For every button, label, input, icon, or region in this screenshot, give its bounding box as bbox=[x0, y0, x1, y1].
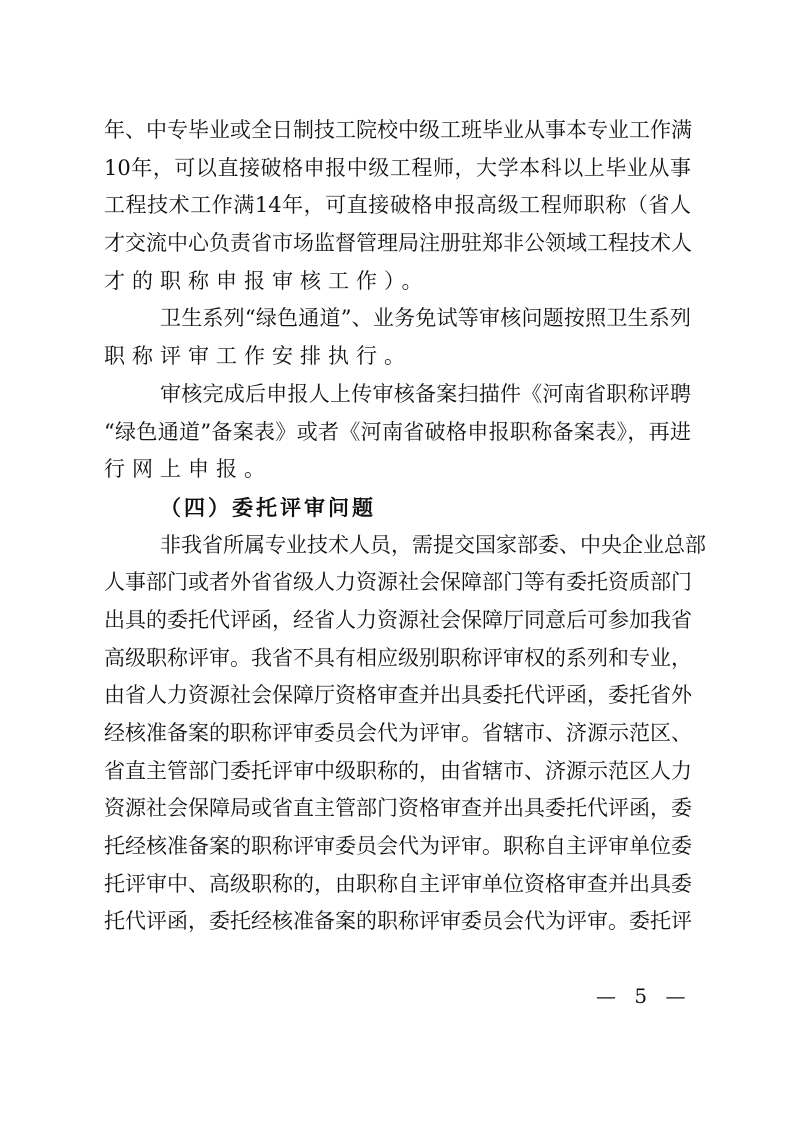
text-line: “绿色通道”备案表》或者《河南省破格申报职称备案表》，再进 bbox=[104, 419, 691, 444]
text-line: 才交流中心负责省市场监督管理局注册驻郑非公领域工程技术人 bbox=[104, 231, 692, 256]
text-line: 省直主管部门委托评审中级职称的，由省辖市、济源示范区人力 bbox=[104, 758, 692, 783]
text-line: 卫生系列“绿色通道”、业务免试等审核问题按照卫生系列 bbox=[160, 306, 691, 331]
text-line: 职称评审工作安排执行。 bbox=[104, 344, 412, 369]
text-line: 托代评函，委托经核准备案的职称评审委员会代为评审。委托评 bbox=[104, 909, 692, 934]
text-line: 托评审中、高级职称的，由职称自主评审单位资格审查并出具委 bbox=[104, 871, 692, 896]
paragraph-entrusted-review bbox=[104, 527, 706, 942]
page-number: — 5 — bbox=[596, 984, 692, 1008]
paragraph-health-series bbox=[104, 300, 691, 375]
text-line: 经核准备案的职称评审委员会代为评审。省辖市、济源示范区、 bbox=[104, 721, 692, 745]
text-line: 托经核准备案的职称评审委员会代为评审。职称自主评审单位委 bbox=[104, 834, 692, 859]
text-line: 资源社会保障局或省直主管部门资格审查并出具委托代评函，委 bbox=[104, 796, 692, 821]
text-line: 才的职称申报审核工作）。 bbox=[104, 268, 430, 293]
text-line: 工程技术工作满14年，可直接破格申报高级工程师职称（省人 bbox=[104, 193, 691, 218]
text-line: 审核完成后申报人上传审核备案扫描件《河南省职称评聘 bbox=[160, 381, 691, 406]
text-line: 10年，可以直接破格申报中级工程师，大学本科以上毕业从事 bbox=[104, 155, 691, 180]
text-line: 由省人力资源社会保障厅资格审查并出具委托代评函，委托省外 bbox=[104, 683, 692, 708]
text-line: 年、中专毕业或全日制技工院校中级工班毕业从事本专业工作满 bbox=[104, 118, 692, 142]
text-line: 非我省所属专业技术人员，需提交国家部委、中央企业总部 bbox=[160, 532, 706, 557]
document-body bbox=[104, 112, 706, 941]
text-line: 行网上申报。 bbox=[104, 457, 272, 482]
text-line: 出具的委托代评函，经省人力资源社会保障厅同意后可参加我省 bbox=[104, 607, 692, 632]
paragraph-continuation bbox=[104, 112, 691, 300]
section-heading: （四）委托评审问题 bbox=[160, 494, 376, 520]
paragraph-upload bbox=[104, 376, 691, 489]
text-line: 高级职称评审。我省不具有相应级别职称评审权的系列和专业， bbox=[104, 645, 692, 670]
text-line: 人事部门或者外省省级人力资源社会保障部门等有委托资质部门 bbox=[104, 570, 692, 595]
